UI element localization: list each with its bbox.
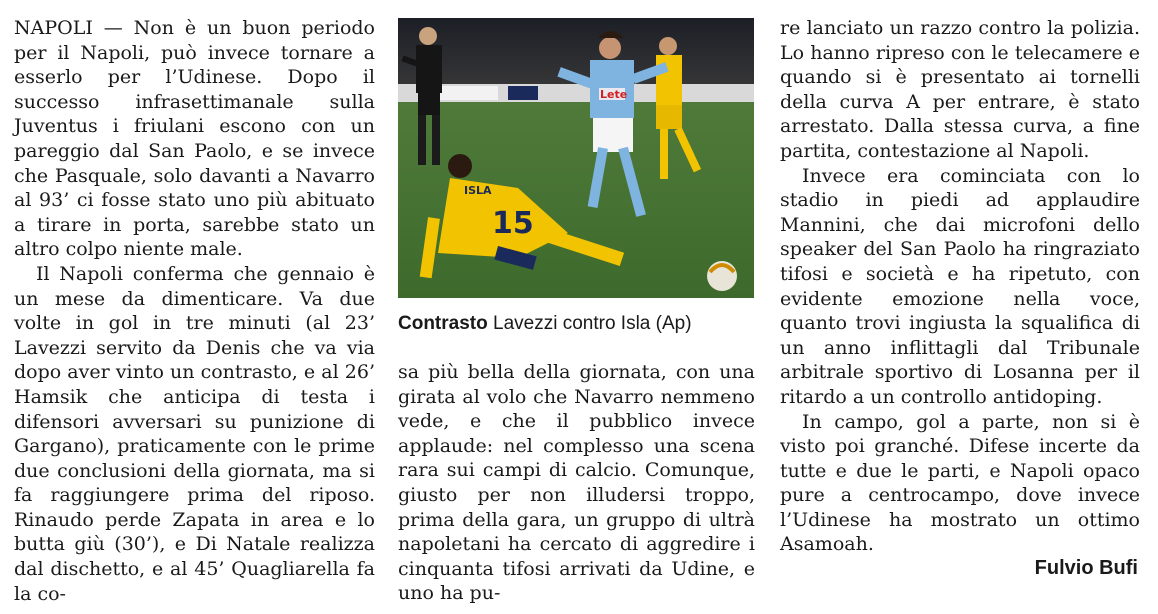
jersey-number: 15	[492, 206, 534, 241]
article-paragraph: Invece era cominciata con lo stadio in piedi ad applaudire Mannini, che dai microfoni dello speaker del San Paolo ha ringraziato tifosi e società e ha ripetuto, con evidente emozione nella voce, quanto trovi ingiusta la squalifica di un anno inflittagli dal Tribunale arbitrale sportivo di Losanna per il ritardo a un controllo antidoping.	[780, 164, 1140, 408]
article-paragraph: re lanciato un razzo contro la polizia. Lo hanno ripreso con le telecamere e quando si è presentato ai tornelli della curva A per entrare, è stato arrestato. Dalla stessa curva, a fine partita, contestazione al Napoli.	[780, 17, 1140, 162]
match-photo	[398, 18, 754, 298]
author-signature: Fulvio Bufi	[1034, 557, 1138, 579]
article-paragraph: NAPOLI — Non è un buon periodo per il Napoli, può invece tornare a esserlo per l’Udinese. Dopo il successo infrasettimanale sulla Juventus i friulani escono con un pareggio dal San Paolo, e se invece che Pasquale, solo davanti a Navarro al 93’ ci fosse stato uno più abituato a tirare in porta, sarebbe stato un altro colpo niente male.	[14, 17, 375, 261]
article-paragraph: sa più bella della giornata, con una girata al volo che Navarro nemmeno vede, e che il pubblico invece applaude: nel complesso una scena rara sui campi di calcio. Comunque, giusto per non illudersi troppo, prima della gara, un gruppo di ultrà napoletani ha cercato di aggredire i cinquanta tifosi arrivati da Udine, e uno ha pu-	[398, 361, 755, 605]
jersey-sponsor: Lete	[600, 88, 628, 101]
article-paragraph: In campo, gol a parte, non si è visto poi granché. Difese incerte da tutte e due le parti, e Napoli opaco pure a centrocampo, dove invece l’Udinese ha mostrato un ottimo Asamoah.	[780, 410, 1140, 556]
caption-bold: Contrasto	[398, 313, 488, 334]
photo-caption	[398, 313, 758, 335]
match-photo-graphic	[398, 18, 754, 298]
article-column-1	[14, 16, 375, 606]
jersey-name: ISLA	[464, 184, 492, 197]
article-column-3	[780, 16, 1140, 557]
caption-text: Lavezzi contro Isla (Ap)	[487, 313, 692, 334]
article-paragraph: Il Napoli conferma che gennaio è un mese da dimenticare. Va due volte in gol in tre minuti (al 23’ Lavezzi servito da Denis che va via dopo aver vinto un contrasto, e al 26’ Hamsik che anticipa di testa i difensori avversari su punizione di Gargano), praticamente con le prime due conclusioni della giornata, ma si fa raggiungere prima del riposo. Rinaudo perde Zapata in area e lo butta giù (30’), e Di Natale realizza dal dischetto, e al 45’ Quagliarella fa la co-	[14, 262, 375, 605]
article-column-2	[398, 360, 755, 606]
